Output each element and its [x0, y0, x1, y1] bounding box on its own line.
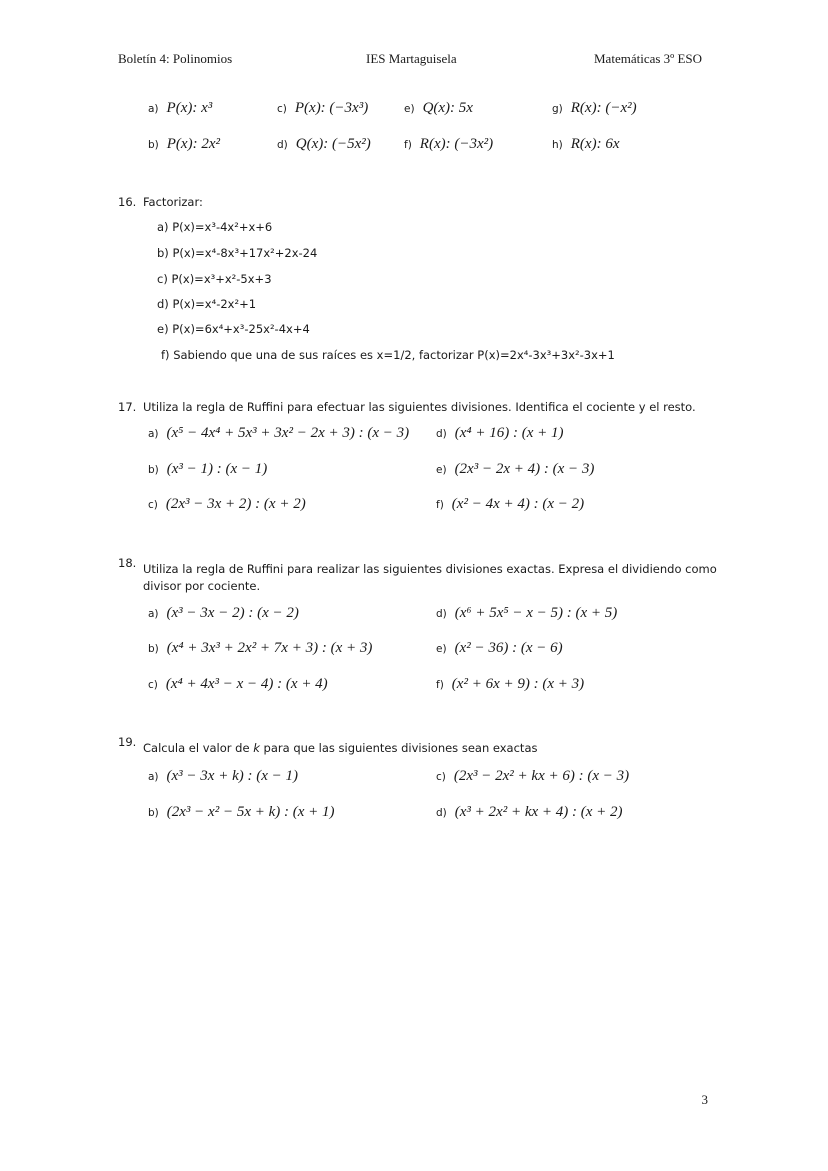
title-text: para que las siguientes divisiones sean exactas	[259, 741, 538, 755]
exercise-19-number: 19.	[118, 735, 137, 749]
top-item-b	[148, 136, 220, 153]
exercise-17-item-b	[148, 461, 267, 478]
title-k: k	[253, 741, 260, 755]
item-label: a)	[148, 771, 159, 783]
item-label: d)	[436, 428, 447, 440]
item-label: c)	[277, 103, 287, 115]
item-expr: P(x): (−3x³)	[294, 100, 369, 116]
item-label: a)	[148, 608, 159, 620]
item-expr: (x⁴ + 16) : (x + 1)	[454, 425, 564, 441]
exercise-16-title: Factorizar:	[143, 195, 203, 209]
exercise-17-item-d	[436, 425, 564, 442]
top-item-c	[277, 100, 368, 117]
item-label: b)	[148, 643, 159, 655]
item-label: b)	[148, 139, 159, 151]
exercise-16-item-d: d) P(x)=x⁴-2x²+1	[157, 297, 257, 311]
header-right: Matemáticas 3º ESO	[594, 51, 703, 66]
item-expr: (x⁴ + 3x³ + 2x² + 7x + 3) : (x + 3)	[166, 640, 373, 656]
item-expr: (x³ − 1) : (x − 1)	[166, 461, 268, 477]
exercise-17-item-f	[436, 496, 584, 513]
item-expr: (2x³ − 3x + 2) : (x + 2)	[165, 496, 306, 512]
exercise-16-item-c: c) P(x)=x³+x²-5x+3	[157, 272, 272, 286]
header-center: IES Martaguisela	[366, 51, 457, 66]
top-item-g	[552, 100, 637, 117]
item-label: a)	[148, 103, 159, 115]
item-label: b)	[148, 464, 159, 476]
item-expr: P(x): 2x²	[166, 136, 220, 152]
exercise-19-item-a	[148, 768, 298, 785]
item-label: e)	[436, 464, 447, 476]
exercise-18-item-f	[436, 676, 584, 693]
item-expr: (x⁴ + 4x³ − x − 4) : (x + 4)	[165, 676, 328, 692]
item-label: g)	[552, 103, 563, 115]
exercise-16-number: 16.	[118, 195, 137, 209]
top-item-f	[404, 136, 493, 153]
item-expr: (x² + 6x + 9) : (x + 3)	[451, 676, 585, 692]
exercise-16-item-a: a) P(x)=x³-4x²+x+6	[157, 220, 273, 234]
item-expr: Q(x): 5x	[422, 100, 473, 116]
top-item-e	[404, 100, 473, 117]
item-expr: (x⁵ − 4x⁴ + 5x³ + 3x² − 2x + 3) : (x − 3)	[166, 425, 410, 441]
item-expr: (x² − 4x + 4) : (x − 2)	[451, 496, 585, 512]
exercise-17-number: 17.	[118, 400, 137, 414]
exercise-18-item-d	[436, 605, 617, 622]
item-label: f)	[404, 139, 412, 151]
item-expr: (2x³ − x² − 5x + k) : (x + 1)	[166, 804, 335, 820]
exercise-17-item-c	[148, 496, 306, 513]
exercise-17-title: Utiliza la regla de Ruffini para efectuar las siguientes divisiones. Identifica el cociente y el resto.	[143, 400, 696, 414]
item-expr: (x⁶ + 5x⁵ − x − 5) : (x + 5)	[454, 605, 618, 621]
item-expr: (2x³ − 2x + 4) : (x − 3)	[454, 461, 595, 477]
item-expr: R(x): (−3x²)	[419, 136, 494, 152]
item-expr: (2x³ − 2x² + kx + 6) : (x − 3)	[453, 768, 630, 784]
exercise-17-item-a	[148, 425, 409, 442]
item-label: f)	[436, 499, 444, 511]
exercise-16-item-e: e) P(x)=6x⁴+x³-25x²-4x+4	[157, 322, 310, 336]
item-label: a)	[148, 428, 159, 440]
item-expr: (x³ − 3x + k) : (x − 1)	[166, 768, 299, 784]
page-number: 3	[701, 1092, 708, 1107]
top-item-a	[148, 100, 212, 117]
exercise-18-item-c	[148, 676, 328, 693]
item-label: e)	[404, 103, 415, 115]
item-label: c)	[148, 499, 158, 511]
item-label: d)	[436, 608, 447, 620]
exercise-18-title-line2: divisor por cociente.	[143, 579, 261, 593]
exercise-18-number: 18.	[118, 556, 137, 570]
item-label: c)	[436, 771, 446, 783]
exercise-19-item-c	[436, 768, 629, 785]
item-label: e)	[436, 643, 447, 655]
item-expr: R(x): (−x²)	[570, 100, 637, 116]
item-label: b)	[148, 807, 159, 819]
item-expr: (x³ + 2x² + kx + 4) : (x + 2)	[454, 804, 623, 820]
item-label: f)	[436, 679, 444, 691]
exercise-16-item-b: b) P(x)=x⁴-8x³+17x²+2x-24	[157, 246, 318, 260]
item-expr: R(x): 6x	[570, 136, 620, 152]
header-left: Boletín 4: Polinomios	[118, 51, 233, 66]
exercise-18-item-e	[436, 640, 563, 657]
exercise-19-title	[143, 741, 537, 755]
exercise-19-item-b	[148, 804, 335, 821]
item-label: c)	[148, 679, 158, 691]
item-expr: (x² − 36) : (x − 6)	[454, 640, 563, 656]
title-text: Calcula el valor de	[143, 741, 254, 755]
exercise-16-item-f: f) Sabiendo que una de sus raíces es x=1/2, factorizar P(x)=2x⁴-3x³+3x²-3x+1	[161, 348, 615, 362]
top-item-h	[552, 136, 619, 153]
item-label: d)	[436, 807, 447, 819]
item-label: d)	[277, 139, 288, 151]
item-expr: P(x): x³	[166, 100, 213, 116]
exercise-18-item-a	[148, 605, 299, 622]
item-expr: Q(x): (−5x²)	[295, 136, 371, 152]
item-label: h)	[552, 139, 563, 151]
exercise-18-title-line1: Utiliza la regla de Ruffini para realizar las siguientes divisiones exactas. Expresa el dividiendo como	[143, 562, 717, 576]
item-expr: (x³ − 3x − 2) : (x − 2)	[166, 605, 299, 621]
exercise-18-item-b	[148, 640, 372, 657]
top-item-d	[277, 136, 371, 153]
exercise-17-item-e	[436, 461, 594, 478]
exercise-19-item-d	[436, 804, 623, 821]
